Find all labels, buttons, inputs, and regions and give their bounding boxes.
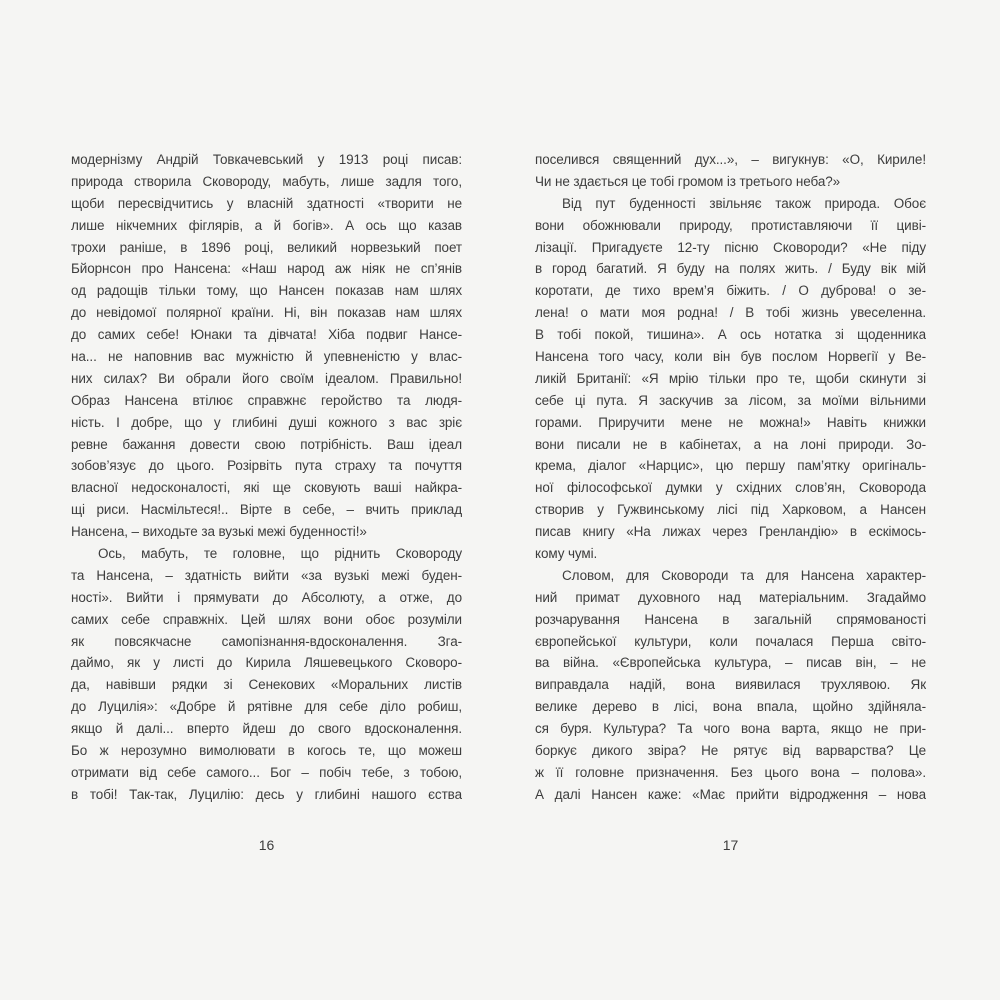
text-line: Ось, мабуть, те головне, що ріднить Сковороду [98,546,462,562]
text-line: ної філософської думки у східних слов’ян, Сковорода [535,480,926,496]
page-right-text-column [535,149,926,806]
page-number-right: 17 [722,837,739,853]
text-line: до самих себе! Юнаки та дівчата! Хіба подвиг Нансе- [71,327,462,343]
text-line: Від пут буденності звільняє також природа. Обоє [562,195,926,211]
text-line: В тобі покой, тишина». А ось нотатка зі щоденника [535,327,926,343]
text-line: Нансена того часу, коли він був послом Норвегії у Ве- [535,349,926,365]
text-line: на... не наповнив вас мужністю й упевненістю у влас- [71,349,462,365]
text-line: до невідомої полярної країни. Ні, він показав нам шлях [71,305,462,321]
text-line: од радощів тільки тому, що Нансен показав нам шлях [71,283,462,299]
text-line: велике дерево в лісі, вона впала, щойно здійняла- [535,699,926,715]
text-line: щі риси. Насмільтеся!.. Вірте в себе, – вчить приклад [71,502,462,518]
text-line: ж її головне призначення. Без цього вона – полова». [535,764,926,780]
text-line: в город багатий. Я буду на полях жить. / Буду вік мій [535,261,926,277]
text-line: да, навівши рядки зі Сенекових «Моральних листів [71,677,462,693]
text-line: боркує дикого звіра? Не рятує від варварства? Це [535,743,926,759]
text-line: крема, діалог «Нарцис», цю першу пам’ятку оригіналь- [535,458,926,474]
text-line: Нансена, – виходьте за вузькі межі буденності!» [71,524,367,540]
text-line: ності». Вийти і прямувати до Абсолюту, а отже, до [71,589,462,605]
text-line: Образ Нансена втілює справжнє геройство та людя- [71,392,462,408]
text-line: кому чумі. [535,546,598,562]
text-line: Бйорнсон про Нансена: «Наш народ аж ніяк не сп’янів [71,261,462,277]
text-line: ність. І добре, що у глибині душі кожного з вас зріє [71,414,462,430]
text-line: створив у Гужвинському лісі під Харковом, а Нансен [535,502,926,518]
text-line: себе ці пута. Я заскучив за лісом, за моїми вільними [535,392,926,408]
text-line: модернізму Андрій Товкачевський у 1913 році писав: [71,152,462,167]
text-line: розчарування Нансена в загальній спрямованості [535,611,926,627]
text-line: вони писали не в кабінетах, а на лоні природи. Зо- [535,436,926,452]
text-line: вони обожнювали природу, протиставляючи її циві- [535,217,926,233]
text-line: до Луцилія»: «Добре й рятівне для себе діло робиш, [71,699,462,715]
text-line: Словом, для Сковороди та для Нансена характер- [562,567,926,583]
text-line: власної недосконалості, які ще сковують ваші найкра- [71,480,462,496]
text-line: щоби пересвідчитись у власній здатності «творити не [71,195,462,211]
text-line: європейської культури, коли почалася Перша світо- [535,633,926,649]
text-line: якщо й далі... вперто йдеш до свого вдосконалення. [71,721,462,737]
text-line: та Нансена, – здатність вийти «за вузькі межі буден- [71,567,462,583]
text-line: в тобі! Так-так, Луцилію: десь у глибині нашого єства [71,786,462,802]
text-line: лена! о мати моя родна! / В тобі жизнь увеселенна. [535,305,926,321]
text-line: природа створила Сковороду, мабуть, лише задля того, [71,173,462,189]
text-line: Чи не здається це тобі громом із третього неба?» [535,173,841,189]
text-line: самих себе справжніх. Цей шлях вони обоє розуміли [71,611,462,627]
text-line: отримати від себе самого... Бог – побіч тебе, з тобою, [71,764,462,780]
text-line: лише нікчемних фіглярів, а й богів». А ось що казав [71,217,462,233]
text-line: поселився священний дух...», – вигукнув: «О, Кириле! [535,152,926,167]
text-line: ва війна. «Європейська культура, – писав він, – не [535,655,926,671]
text-line: ний примат духовного над матеріальним. Згадаймо [535,589,926,605]
page-left-text-column [71,149,462,806]
text-line: А далі Нансен каже: «Має прийти відродження – нова [535,786,926,802]
text-line: трохи раніше, в 1896 році, великий норвезький поет [71,239,462,255]
text-line: Бо ж нерозумно вимолювати в когось те, що можеш [71,743,462,759]
text-line: виправдала надій, вона виявилася трухлявою. Як [535,677,926,693]
text-line: лізації. Пригадуєте 12-ту пісню Сковороди? «Не піду [535,239,926,255]
text-line: ся буря. Культура? Та чого вона варта, якщо не при- [535,721,926,737]
page-right [535,0,926,1000]
text-line: ликій Британії: «Я мрію тільки про те, щоби скинути зі [535,370,926,386]
text-line: горами. Приручити мене не можна!» Навіть книжки [535,414,926,430]
page-number-left: 16 [258,837,275,853]
text-line: як повсякчасне самопізнання-вдосконалення. Зга- [71,633,462,649]
text-line: писав книгу «На лижах через Гренландію» в ескімось- [535,524,926,540]
text-line: коротати, де тихо врем’я біжить. / О дуброва! о зе- [535,283,926,299]
page-left [71,0,462,1000]
text-line: них силах? Ви обрали його своїм ідеалом. Правильно! [71,370,462,386]
text-line: ревне бажання довести свою потрібність. Ваш ідеал [71,436,462,452]
text-line: даймо, як у листі до Кирила Ляшевецького Сковоро- [71,655,462,671]
text-line: зобов’язує до цього. Розірвіть пута страху та почуття [71,458,462,474]
